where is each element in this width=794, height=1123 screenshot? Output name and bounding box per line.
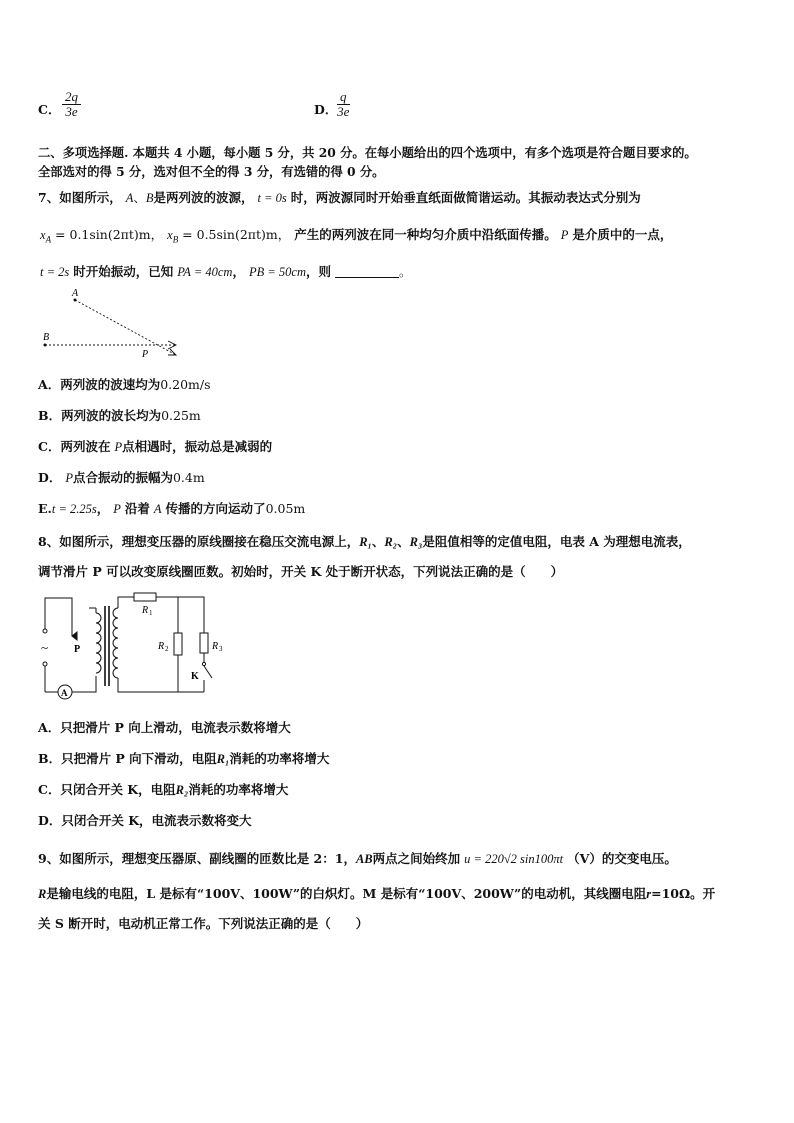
arrow-ap: [168, 349, 176, 355]
label-r2: R: [158, 641, 165, 652]
slider-p-arrow: [72, 632, 77, 640]
label-p: P: [74, 644, 81, 655]
label-r3: R: [212, 641, 219, 652]
resistor-r2: [174, 633, 182, 655]
fraction-d: $\frac{q}{3e}$: [337, 89, 350, 119]
ac-source-symbol: ~: [41, 640, 49, 655]
q8-option-d[interactable]: D．只闭合开关 K，电流表示数将变大: [38, 813, 252, 828]
wire-sec-top: [118, 597, 134, 608]
wire-primary-top: [45, 598, 72, 636]
section2-line1: 二、多项选择题. 本题共 4 小题，每小题 5 分，共 20 分。在每小题给出的四个选项中，有多个选项是符合题目要求的。: [38, 145, 697, 160]
q8-option-c[interactable]: C．只闭合开关 K，电阻R₂消耗的功率将增大: [38, 782, 289, 797]
label-p: P: [142, 349, 149, 360]
svg-text:1: 1: [149, 609, 153, 617]
terminal-bottom: [43, 662, 47, 666]
switch-k-blade: [204, 666, 212, 678]
q7-option-c[interactable]: C．两列波在 P点相遇时，振动总是减弱的: [38, 439, 273, 454]
line-ap: [75, 300, 176, 355]
label-r1: R: [142, 605, 149, 616]
q8-transformer-circuit: [34, 588, 234, 703]
q7-line1: 7、如图所示， A、B是两列波的波源， t = 0s 时，两波源同时开始垂直纸面做简谐运动。其振动表达式分别为: [38, 190, 641, 205]
switch-k-terminal: [202, 662, 205, 665]
q9-line1: 9、如图所示，理想变压器原、副线圈的匝数比是 2：1，AB两点之间始终加 u = 220√2 sin100πt （V）的交变电压。: [38, 851, 677, 866]
primary-coil: [96, 613, 101, 673]
q7-option-e[interactable]: E.t = 2.25s， P 沿着 A 传播的方向运动了0.05m: [38, 501, 306, 516]
wire-primary-bottom: [72, 676, 96, 692]
q7-wave-diagram: [36, 285, 186, 360]
q7-option-a[interactable]: A．两列波的波速均为0.20m/s: [38, 377, 211, 392]
fraction-c: $\frac{2q}{3e}$: [62, 90, 81, 119]
label-ammeter: A: [61, 688, 68, 698]
option-d-prev: D．: [314, 102, 338, 117]
terminal-top: [43, 629, 47, 633]
wire-r3-top: [156, 597, 204, 633]
q8-option-b[interactable]: B．只把滑片 P 向下滑动，电阻R₁消耗的功率将增大: [38, 751, 330, 766]
q8-line1: 8、如图所示，理想变压器的原线圈接在稳压交流电源上，R₁、R₂、R₃是阻值相等的定值电阻，电表 A 为理想电流表，: [38, 534, 691, 549]
q7-option-d[interactable]: D． P点合振动的振幅为0.4m: [38, 470, 205, 485]
q7-line2: $x_A = 0.1\sin(2\pi t)m$， $x_B = 0.5\sin(2\pi t)m$， 产生的两列波在同一种均匀介质中沿纸面传播。 P 是介质中的一点，: [40, 227, 673, 245]
q8-option-a[interactable]: A．只把滑片 P 向上滑动，电流表示数将增大: [38, 720, 291, 735]
option-c-prev: C．: [38, 102, 61, 117]
label-a: A: [72, 288, 79, 299]
q9-line2: R是输电线的电阻，L 是标有“100V、100W”的白炽灯。M 是标有“100V、200W”的电动机，其线圈电阻r=10Ω。开: [38, 886, 716, 901]
q8-line2: 调节滑片 P 可以改变原线圈匝数。初始时，开关 K 处于断开状态，下列说法正确的是（ ）: [38, 564, 564, 579]
label-b: B: [43, 332, 50, 343]
resistor-r3: [200, 633, 208, 653]
answer-blank[interactable]: [335, 265, 399, 278]
q7-line3: t = 2s 时开始振动，已知 PA = 40cm， PB = 50cm，则 。: [40, 264, 412, 279]
section2-line2: 全部选对的得 5 分，选对但不全的得 3 分，有选错的得 0 分。: [38, 164, 385, 179]
svg-text:2: 2: [165, 645, 169, 653]
label-k: K: [191, 671, 199, 682]
voltage-expression: u = 220√2 sin100πt: [464, 852, 564, 866]
q9-line3: 关 S 断开时，电动机正常工作。下列说法正确的是（ ）: [38, 916, 369, 931]
q7-option-b[interactable]: B．两列波的波长均为0.25m: [38, 408, 201, 423]
resistor-r1: [134, 593, 156, 601]
secondary-coil: [113, 608, 118, 678]
svg-text:3: 3: [219, 645, 223, 653]
